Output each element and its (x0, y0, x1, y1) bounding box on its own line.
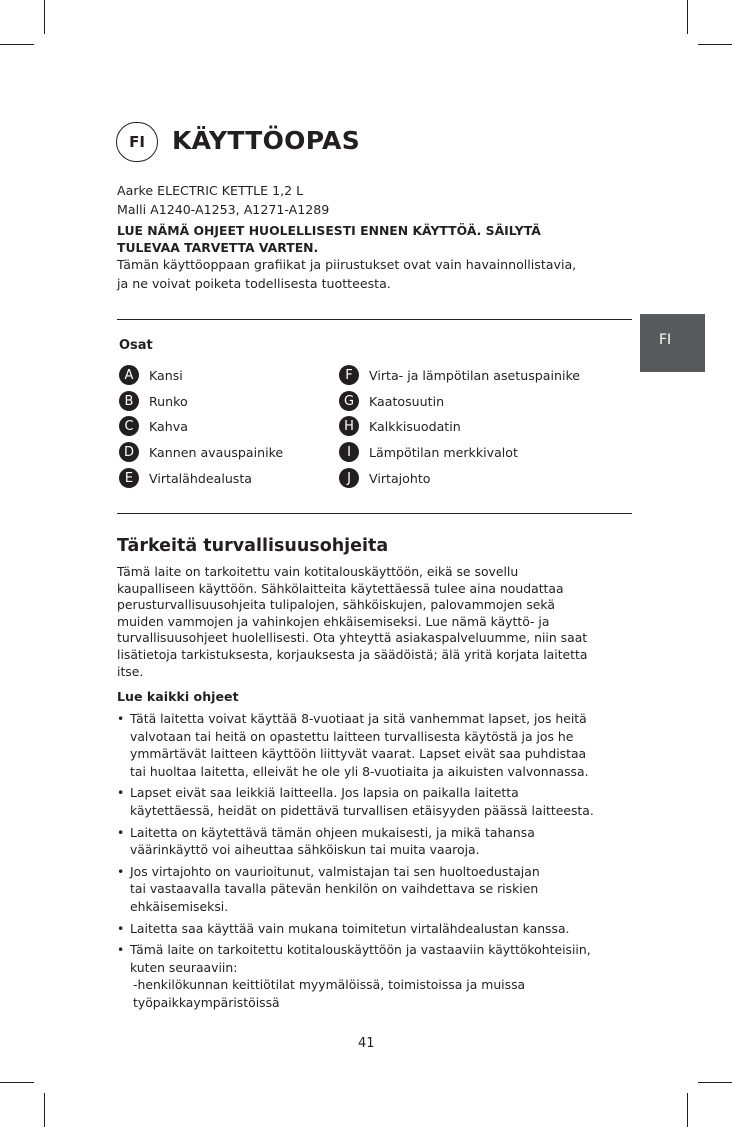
part-item (119, 468, 252, 488)
part-item (339, 442, 518, 462)
crop-mark (0, 1082, 34, 1083)
part-letter-badge: C (119, 416, 139, 436)
side-language-tab: FI (640, 314, 705, 372)
list-item: • Laitetta on käytettävä tämän ohjeen mukaisesti, ja mikä tahansa väärinkäyttö voi aiheuttaa sähköiskun tai muita vaaroja. (117, 824, 637, 859)
list-item: • Tämä laite on tarkoitettu kotitalouskäyttöön ja vastaaviin käyttökohteisiin, kuten seuraaviin: -henkilökunnan keittiötilat myymälöissä, toimistoissa ja muissa työpaikkaympäristöissä (117, 941, 637, 1011)
part-item (339, 365, 580, 385)
divider (117, 319, 632, 320)
part-letter-badge: J (339, 468, 359, 488)
part-letter-badge: E (119, 468, 139, 488)
part-item (339, 391, 444, 411)
safety-intro-paragraph: Tämä laite on tarkoitettu vain kotitalouskäyttöön, eikä se sovellu kaupalliseen käyttöön. Sähkölaitteita käytettäessä tulee aina noudattaa perusturvallisuusohjeita tulipalojen, sähköiskujen, palovammojen sekä muiden vammojen ja vahinkojen ehkäisemiseksi. Lue nämä käyttö- ja turvallisuusohjeet huolellisesti. Ota yhteyttä asiakaspalveluumme, niin saat lisätietoja tarkistuksesta, korjauksesta ja säädöistä; älä yritä korjata laitetta itse. (117, 564, 588, 679)
part-label: Lämpötilan merkkivalot (369, 444, 518, 460)
illustration-disclaimer: Tämän käyttöoppaan grafiikat ja piirustukset ovat vain havainnollistavia, ja ne voivat poiketa todellisesta tuotteesta. (117, 257, 577, 291)
part-letter-badge: G (339, 391, 359, 411)
part-letter-badge: H (339, 416, 359, 436)
list-item: • Lapset eivät saa leikkiä laitteella. Jos lapsia on paikalla laitetta käytettäessä, heidät on pidettävä turvallisen etäisyyden päässä laitteesta. (117, 784, 637, 819)
read-instructions-warning: LUE NÄMÄ OHJEET HUOLELLISESTI ENNEN KÄYTTÖÄ. SÄILYTÄ TULEVAA TARVETTA VARTEN. (117, 223, 541, 255)
part-item (119, 416, 188, 436)
crop-mark (0, 44, 34, 45)
safety-bullet-list (117, 710, 637, 1016)
part-letter-badge: F (339, 365, 359, 385)
page-number: 41 (358, 1036, 375, 1051)
crop-mark (698, 44, 732, 45)
model-numbers: Malli A1240-A1253, A1271-A1289 (117, 201, 330, 217)
crop-mark (44, 0, 45, 34)
part-item (339, 468, 431, 488)
part-label: Kannen avauspainike (149, 444, 284, 460)
part-label: Virtajohto (369, 470, 431, 486)
language-badge: FI (116, 122, 158, 162)
crop-mark (687, 0, 688, 34)
divider (117, 513, 632, 514)
part-label: Kansi (149, 367, 183, 383)
part-item (119, 365, 183, 385)
part-letter-badge: I (339, 442, 359, 462)
part-letter-badge: B (119, 391, 139, 411)
page-title: KÄYTTÖOPAS (172, 126, 360, 155)
crop-mark (698, 1082, 732, 1083)
part-item (119, 391, 188, 411)
list-item: • Laitetta saa käyttää vain mukana toimitetun virtalähdealustan kanssa. (117, 920, 637, 938)
parts-title: Osat (119, 338, 153, 353)
crop-mark (44, 1093, 45, 1127)
list-item: • Jos virtajohto on vaurioitunut, valmistajan tai sen huoltoedustajan tai vastaavalla tavalla pätevän henkilön on vaihdettava se riskien ehkäisemiseksi. (117, 863, 637, 916)
part-label: Kaatosuutin (369, 393, 445, 409)
intro-section (117, 182, 617, 293)
part-item (339, 416, 461, 436)
product-name: Aarke ELECTRIC KETTLE 1,2 L (117, 183, 304, 198)
part-label: Virtalähdealusta (149, 470, 253, 486)
part-label: Virta- ja lämpötilan asetuspainike (369, 367, 581, 383)
part-label: Kahva (149, 418, 188, 434)
safety-heading: Tärkeitä turvallisuusohjeita (117, 536, 389, 556)
part-item (119, 442, 283, 462)
list-item: • Tätä laitetta voivat käyttää 8-vuotiaat ja sitä vanhemmat lapset, jos heitä valvotaan tai heitä on opastettu laitteen turvallisesta käytöstä ja jos he ymmärtävät laitteen käyttöön liittyvät vaarat. Lapset eivät saa puhdistaa tai huoltaa laitetta, elleivät he ole yli 8-vuotiaita ja aikuisten valvonnassa. (117, 710, 637, 780)
part-label: Runko (149, 393, 188, 409)
part-letter-badge: D (119, 442, 139, 462)
read-all-instructions-heading: Lue kaikki ohjeet (117, 689, 239, 704)
part-letter-badge: A (119, 365, 139, 385)
crop-mark (687, 1093, 688, 1127)
part-label: Kalkkisuodatin (369, 418, 461, 434)
